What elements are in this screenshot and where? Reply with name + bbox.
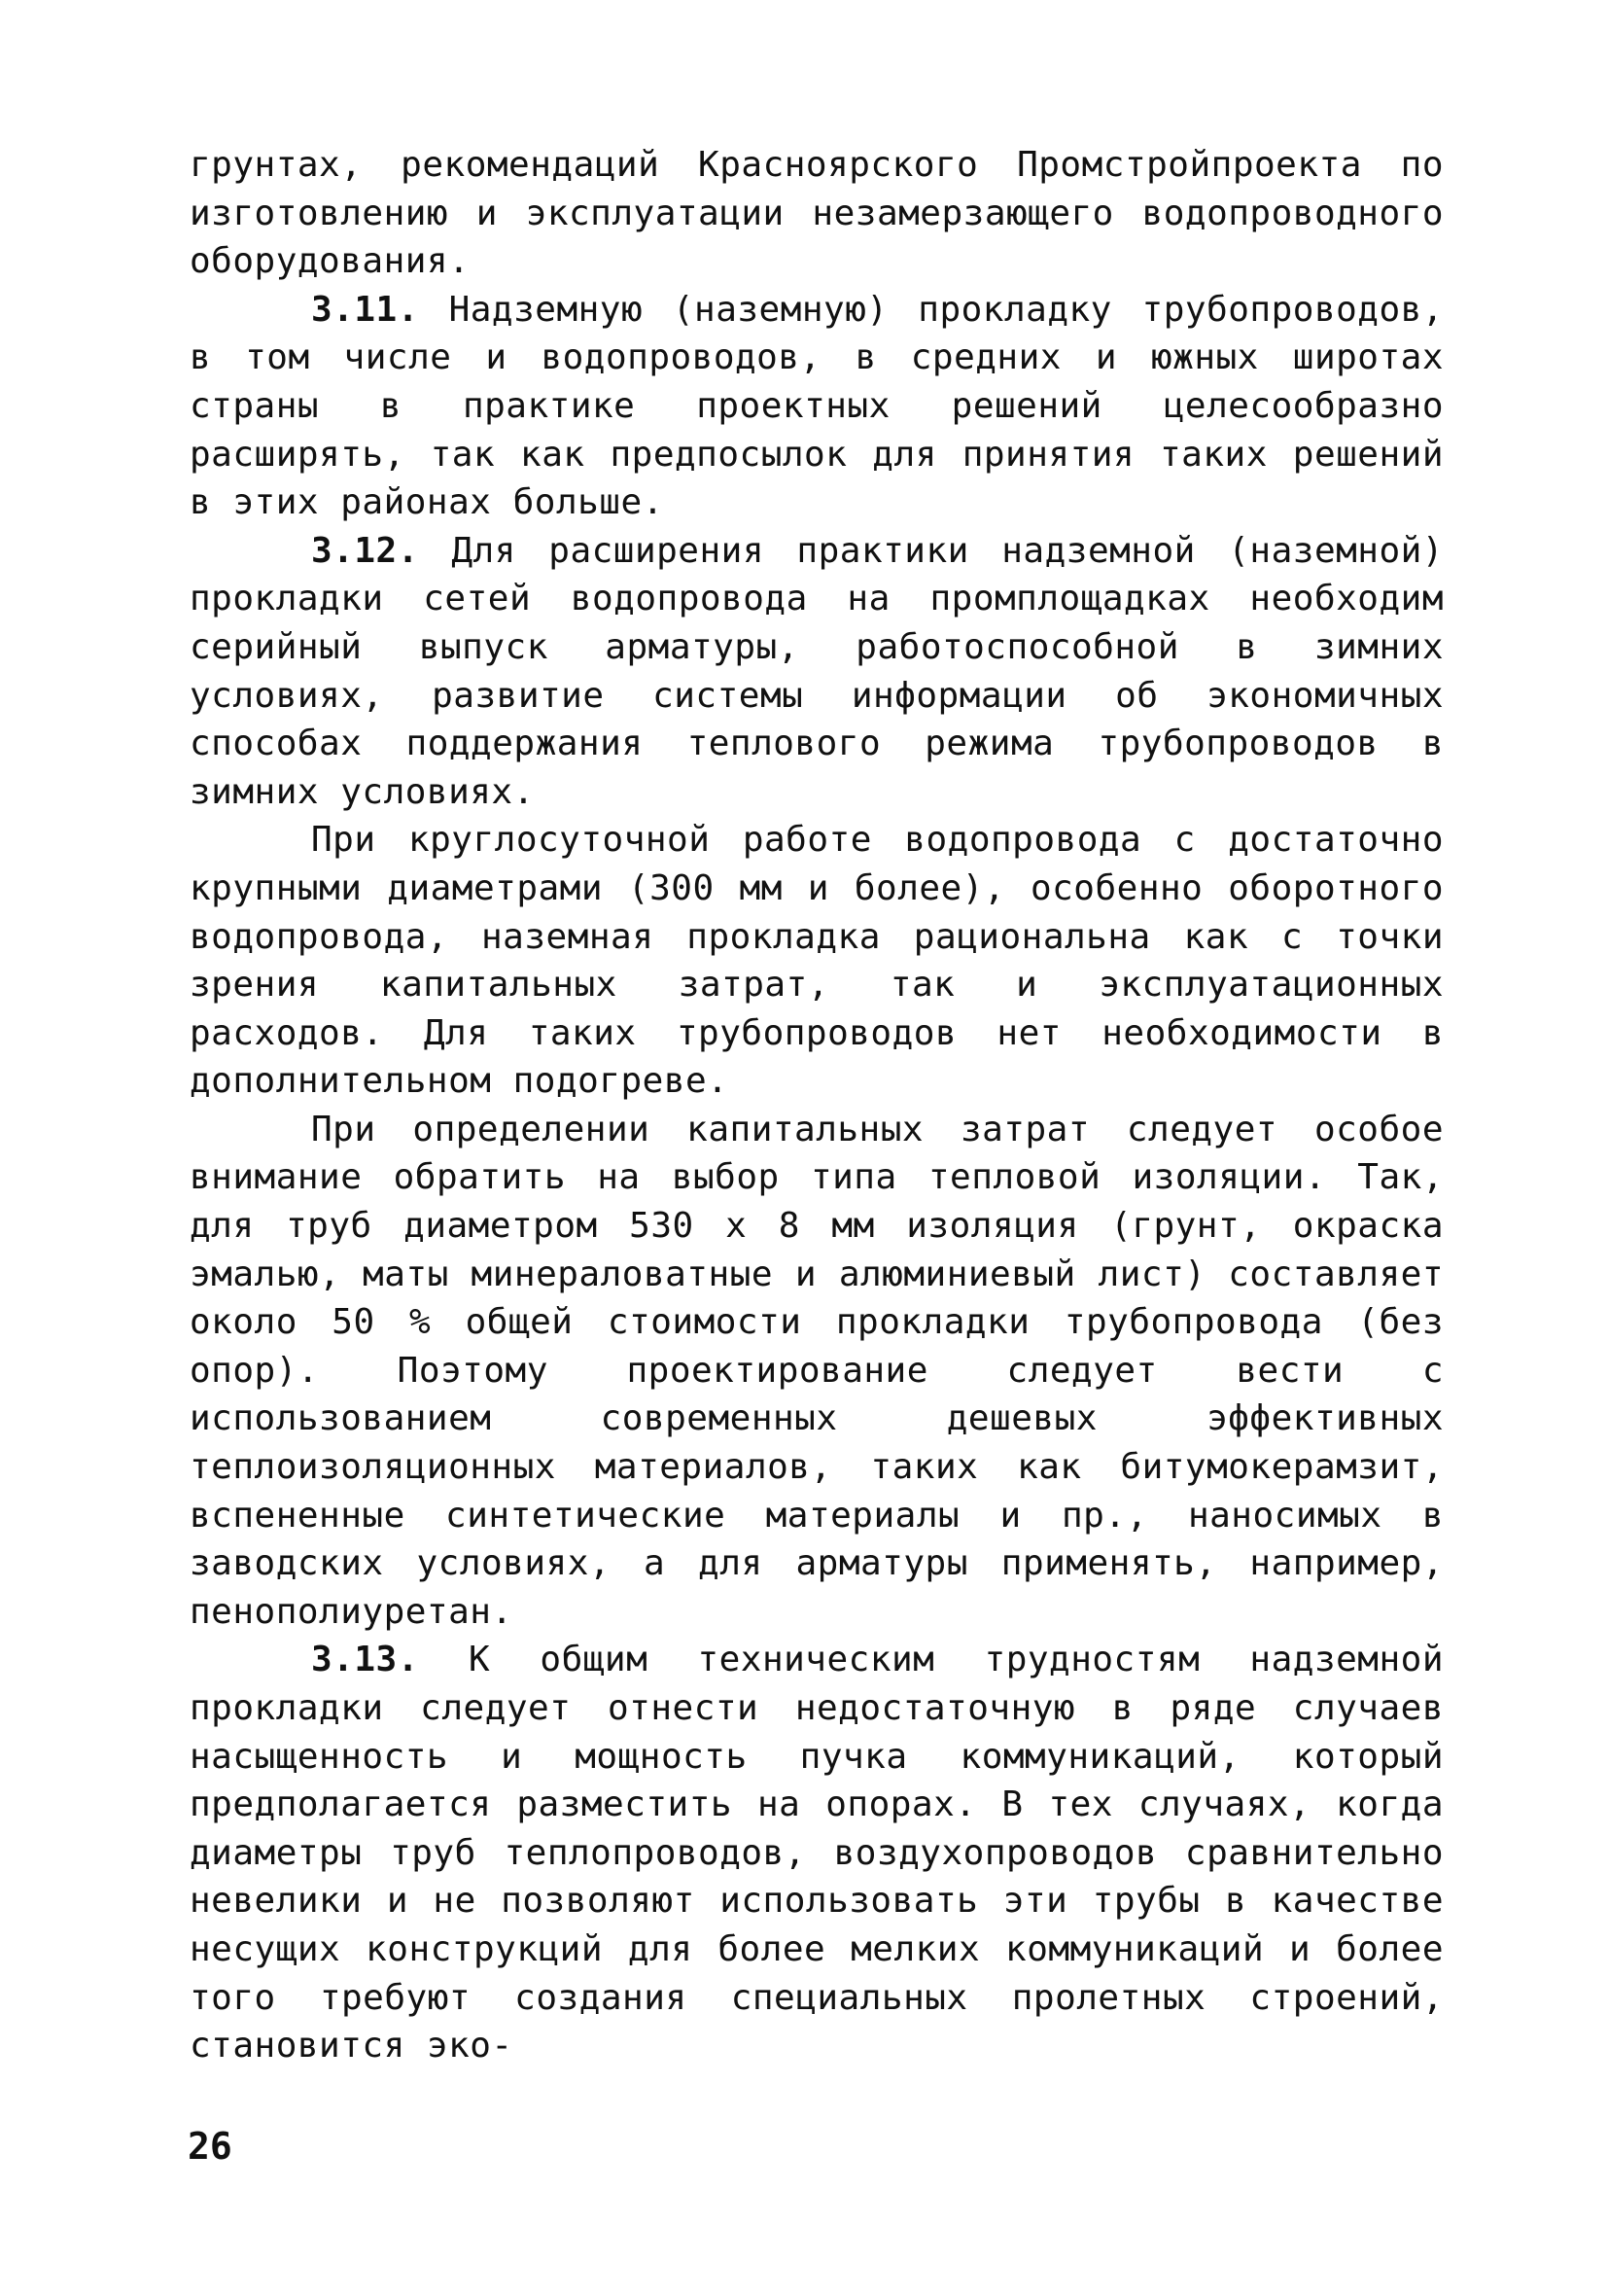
- paragraph-3-12: [190, 527, 1444, 817]
- paragraph-3-11: [190, 286, 1444, 527]
- paragraph-number: 3.11.: [311, 289, 419, 330]
- paragraph-text: Надземную (наземную) прокладку трубопроводов, в том числе и водопроводов, в средних и южных широтах страны в практике проектных решений целесообразно расширять, так как предпосылок для принятия таких решений в этих районах больше.: [190, 289, 1444, 523]
- paragraph-number: 3.13.: [311, 1640, 419, 1680]
- paragraph-3-13: [190, 1636, 1444, 2069]
- paragraph-round-the-clock: [190, 816, 1444, 1106]
- paragraph-text: грунтах, рекомендаций Красноярского Промстройпроекта по изготовлению и эксплуатации незамерзающего водопроводного оборудования.: [190, 145, 1444, 282]
- paragraph-text: При круглосуточной работе водопровода с достаточно крупными диаметрами (300 мм и более), особенно оборотного водопровода, наземная прокладка рациональна как с точки зрения капитальных затрат, так и эксплуатационных расходов. Для таких трубопроводов нет необходимости в дополнительном подогреве.: [190, 820, 1444, 1102]
- paragraph-text: При определении капитальных затрат следует особое внимание обратить на выбор типа тепловой изоляции. Так, для труб диаметром 530 x 8 мм изоляция (грунт, окраска эмалью, маты минераловатные и алюминиевый лист) составляет около 50 % общей стоимости прокладки трубопровода (без опор). Поэтому проектирование следует вести с использованием современных дешевых эффективных теплоизоляционных материалов, таких как битумокерамзит, вспененные синтетические материалы и пр., наносимых в заводских условиях, а для арматуры применять, например, пенополиуретан.: [190, 1109, 1444, 1632]
- page-body: [190, 141, 1444, 2070]
- page-number: 26: [188, 2125, 232, 2168]
- paragraph-continuation: [190, 141, 1444, 286]
- paragraph-text: Для расширения практики надземной (наземной) прокладки сетей водопровода на промплощадках необходим серийный выпуск арматуры, работоспособной в зимних условиях, развитие системы информации об экономичных способах поддержания теплового режима трубопроводов в зимних условиях.: [190, 530, 1444, 812]
- paragraph-capital-costs: [190, 1106, 1444, 1637]
- paragraph-number: 3.12.: [311, 530, 419, 571]
- paragraph-text: К общим техническим трудностям надземной прокладки следует отнести недостаточную в ряде случаев насыщенность и мощность пучка коммуникаций, который предполагается разместить на опорах. В тех случаях, когда диаметры труб теплопроводов, воздухопроводов сравнительно невелики и не позволяют использовать эти трубы в качестве несущих конструкций для более мелких коммуникаций и более того требуют создания специальных пролетных строений, становится эко-: [190, 1640, 1444, 2066]
